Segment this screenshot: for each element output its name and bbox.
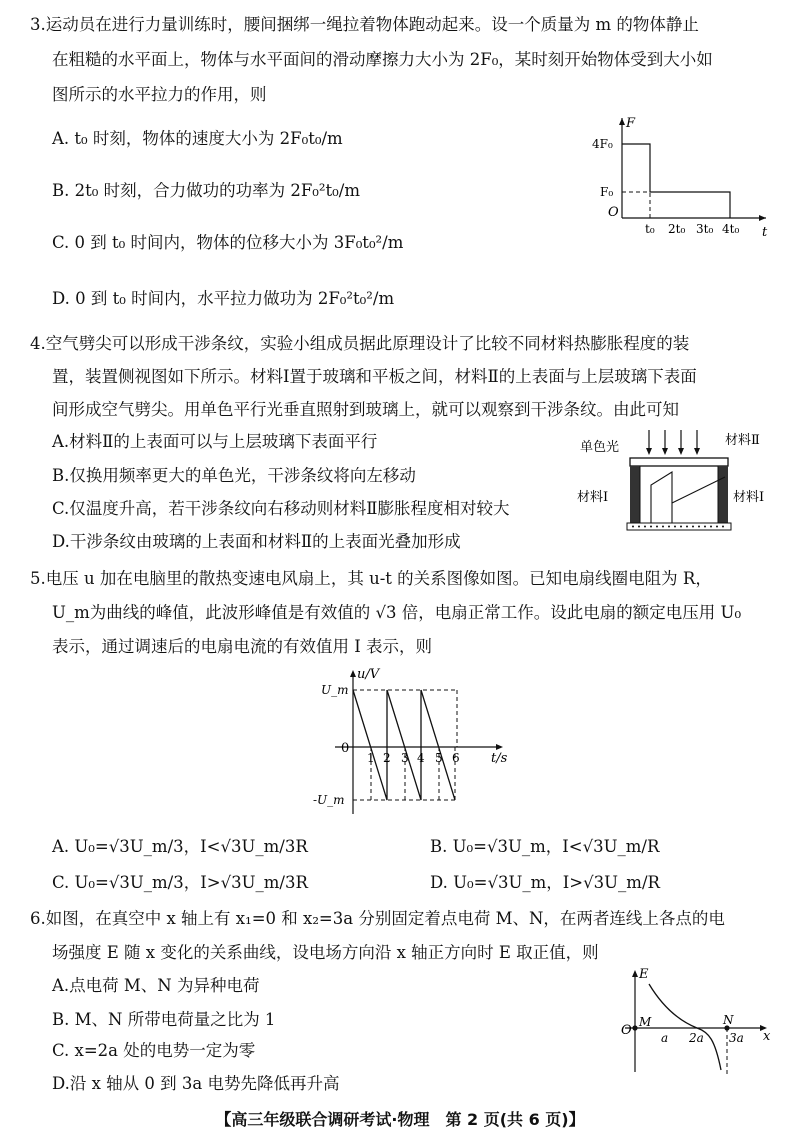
q5-option-a: A. U₀=√3U_m/3，I<√3U_m/3R xyxy=(52,837,308,856)
q5-tick-3: 3 xyxy=(401,751,409,765)
q6-stem-line-1: 6.如图，在真空中 x 轴上有 x₁=0 和 x₂=3a 分别固定着点电荷 M、N，在两者连线上各点的电 xyxy=(30,909,725,928)
q4-option-a: A.材料Ⅱ的上表面可以与上层玻璃下表面平行 xyxy=(52,432,378,451)
q5-tick-1: 1 xyxy=(367,751,375,765)
q3-f-label: F xyxy=(626,116,636,131)
q4-material2-pointer xyxy=(672,477,725,503)
q6-n-label: N xyxy=(723,1013,734,1027)
q6-option-c: C. x=2a 处的电势一定为零 xyxy=(52,1041,256,1060)
q6-option-b: B. M、N 所带电荷量之比为 1 xyxy=(52,1010,276,1029)
q5-origin: 0 xyxy=(341,741,350,756)
q3-force-line xyxy=(622,144,730,218)
q6-field-curve xyxy=(649,984,721,1070)
q3-option-a: A. t₀ 时刻，物体的速度大小为 2F₀t₀/m xyxy=(52,129,343,148)
q4-material1-right-block xyxy=(718,466,728,523)
q3-tick-2t0: 2t₀ xyxy=(668,222,686,236)
q4-apparatus-figure xyxy=(575,425,780,540)
q3-option-b: B. 2t₀ 时刻，合力做功的功率为 2F₀²t₀/m xyxy=(52,181,360,200)
q3-f-axis-arrow xyxy=(619,118,625,125)
q6-field-graph xyxy=(615,968,780,1078)
q6-origin: O xyxy=(621,1023,632,1038)
q6-tick-a: a xyxy=(661,1031,669,1045)
q3-tick-4t0: 4t₀ xyxy=(722,222,740,236)
q4-material2-sample xyxy=(651,472,672,523)
q3-stem-line-1: 3.运动员在进行力量训练时，腰间捆绑一绳拉着物体跑动起来。设一个质量为 m 的物体静止 xyxy=(30,15,699,34)
q4-light-label: 单色光 xyxy=(580,440,620,455)
q3-tick-3t0: 3t₀ xyxy=(696,222,714,236)
q5-option-b: B. U₀=√3U_m，I<√3U_m/R xyxy=(430,837,660,856)
q4-option-b: B.仅换用频率更大的单色光，干涉条纹将向左移动 xyxy=(52,466,416,485)
q3-tick-f0: F₀ xyxy=(600,185,614,199)
q6-x-label: x xyxy=(763,1029,771,1044)
q5-tick-neg-um: -U_m xyxy=(313,793,345,807)
q5-tick-4: 4 xyxy=(417,751,425,765)
q6-option-d: D.沿 x 轴从 0 到 3a 电势先降低再升高 xyxy=(52,1074,340,1093)
q4-cavity xyxy=(640,466,718,523)
q4-option-c: C.仅温度升高，若干涉条纹向右移动则材料Ⅱ膨胀程度相对较大 xyxy=(52,499,510,518)
q4-stem-line-1: 4.空气劈尖可以形成干涉条纹，实验小组成员据此原理设计了比较不同材料热膨胀程度的装 xyxy=(30,334,690,353)
q5-stem-line-2: U_m为曲线的峰值，此波形峰值是有效值的 √3 倍，电扇正常工作。设此电扇的额定电压用 U₀ xyxy=(52,603,742,622)
q4-material1-left-block xyxy=(630,466,640,523)
q3-option-c: C. 0 到 t₀ 时间内，物体的位移大小为 3F₀t₀²/m xyxy=(52,233,404,252)
q3-tick-t0: t₀ xyxy=(645,222,655,236)
q5-tick-um: U_m xyxy=(321,683,349,697)
q5-tick-2: 2 xyxy=(383,751,391,765)
q4-option-d: D.干涉条纹由玻璃的上表面和材料Ⅱ的上表面光叠加形成 xyxy=(52,532,461,551)
q3-stem-line-2: 在粗糙的水平面上，物体与水平面间的滑动摩擦力大小为 2F₀，某时刻开始物体受到大小如 xyxy=(52,50,713,69)
q5-option-c: C. U₀=√3U_m/3，I>√3U_m/3R xyxy=(52,873,308,892)
q5-tick-5: 5 xyxy=(435,751,443,765)
q4-stem-line-2: 置，装置侧视图如下所示。材料Ⅰ置于玻璃和平板之间，材料Ⅱ的上表面与上层玻璃下表面 xyxy=(52,367,697,386)
q5-option-d: D. U₀=√3U_m，I>√3U_m/R xyxy=(430,873,660,892)
q4-material1-left-label: 材料Ⅰ xyxy=(577,490,609,505)
q5-tick-6: 6 xyxy=(452,751,460,765)
q3-origin: O xyxy=(608,205,619,220)
q3-force-time-graph xyxy=(590,112,780,242)
q6-option-a: A.点电荷 M、N 为异种电荷 xyxy=(52,976,260,995)
q5-voltage-time-graph xyxy=(305,664,525,822)
q4-material2-label: 材料Ⅱ xyxy=(725,433,760,448)
q4-light-arrows xyxy=(649,430,697,451)
q4-material1-right-label: 材料Ⅰ xyxy=(733,490,765,505)
q4-base-plate xyxy=(627,523,731,530)
q3-stem-line-3: 图所示的水平拉力的作用，则 xyxy=(52,85,267,104)
page-footer: 【高三年级联合调研考试·物理 第 2 页(共 6 页)】 xyxy=(215,1110,585,1129)
q3-tick-4f0: 4F₀ xyxy=(592,137,613,151)
q5-wave-period-1 xyxy=(353,690,387,800)
q3-t-label: t xyxy=(762,225,768,240)
q3-option-d: D. 0 到 t₀ 时间内，水平拉力做功为 2F₀²t₀²/m xyxy=(52,289,395,308)
q4-top-glass xyxy=(630,458,728,466)
q4-stem-line-3: 间形成空气劈尖。用单色平行光垂直照射到玻璃上，就可以观察到干涉条纹。由此可知 xyxy=(52,400,679,419)
q6-tick-3a: 3a xyxy=(729,1031,744,1045)
q5-u-label: u/V xyxy=(357,667,380,682)
q5-stem-line-1: 5.电压 u 加在电脑里的散热变速电风扇上，其 u-t 的关系图像如图。已知电扇线圈电阻为 R， xyxy=(30,569,712,588)
q5-stem-line-3: 表示，通过调速后的电扇电流的有效值用 I 表示，则 xyxy=(52,637,433,656)
q5-t-label: t/s xyxy=(491,751,508,766)
q5-wave-period-3 xyxy=(421,690,455,800)
q6-tick-2a: 2a xyxy=(689,1031,704,1045)
q6-m-label: M xyxy=(639,1015,652,1029)
q6-stem-line-2: 场强度 E 随 x 变化的关系曲线，设电场方向沿 x 轴正方向时 E 取正值，则 xyxy=(52,943,599,962)
q5-wave-period-2 xyxy=(387,690,421,800)
q6-charge-m xyxy=(632,1025,637,1030)
q3-t-axis-arrow xyxy=(759,215,766,221)
q6-e-label: E xyxy=(639,968,649,982)
